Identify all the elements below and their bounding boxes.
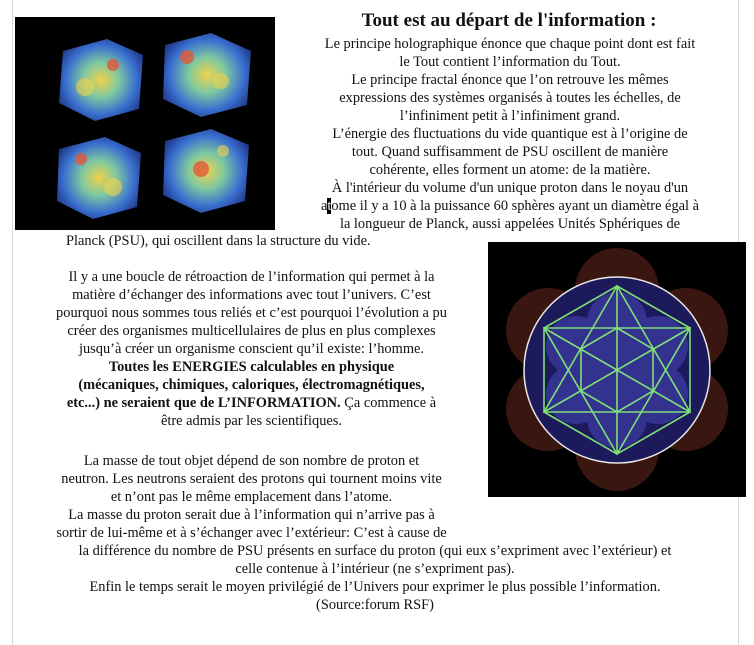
energy-bold-line: (mécaniques, chimiques, caloriques, électromagnétiques, bbox=[78, 377, 425, 393]
feedback-paragraph bbox=[14, 268, 489, 430]
intro-line: il y a 10 à la puissance 60 sphères ayant un diamètre égal à bbox=[359, 198, 700, 214]
text-selection[interactable]: t bbox=[327, 198, 332, 214]
planck-text: Planck (PSU), qui oscillent dans la structure du vide. bbox=[66, 233, 371, 249]
feedback-line: créer des organismes multicellulaires de plus en plus complexes bbox=[67, 323, 436, 339]
sacred-geometry-image bbox=[488, 242, 746, 497]
source-citation: (Source:forum RSF) bbox=[316, 597, 434, 613]
energy-line-mixed bbox=[14, 394, 489, 412]
masse-line: La masse de tout objet dépend de son nombre de proton et bbox=[83, 453, 420, 469]
cube-4 bbox=[163, 129, 249, 213]
masse-line: et n’ont pas le même emplacement dans l’atome. bbox=[110, 489, 393, 505]
intro-line-atome bbox=[274, 197, 746, 215]
masse-paragraph bbox=[14, 452, 489, 542]
quantum-cubes-illustration bbox=[15, 17, 275, 230]
cube-1 bbox=[59, 39, 143, 121]
final-line: la différence du nombre de PSU présents en surface du proton (qui eux s’expriment avec l’extérieur) et bbox=[78, 543, 672, 559]
final-line: celle contenue à l’intérieur (ne s’expriment pas). bbox=[235, 561, 515, 577]
masse-line: neutron. Les neutrons seraient des protons qui tournent moins vite bbox=[61, 471, 442, 487]
atome-suffix: ome bbox=[331, 198, 357, 214]
energy-bold-end: etc...) ne seraient que de L’INFORMATION. bbox=[66, 395, 341, 411]
intro-line: cohérente, elles forment un atome: de la matière. bbox=[369, 162, 651, 178]
feedback-line: pourquoi nous sommes tous reliés et c’est pourquoi l’évolution a pu bbox=[56, 305, 447, 321]
masse-line: La masse du proton serait due à l’information qui n’arrive pas à bbox=[68, 507, 435, 523]
document-page bbox=[12, 6, 738, 639]
atome-prefix: a bbox=[320, 198, 328, 214]
intro-line: l’infiniment petit à l’infiniment grand. bbox=[399, 108, 621, 124]
planck-line bbox=[66, 232, 371, 250]
flower-geometry-illustration bbox=[488, 242, 746, 497]
feedback-line: jusqu’à créer un organisme conscient qu’il existe: l’homme. bbox=[78, 341, 424, 357]
title-text: Tout est au départ de l'information : bbox=[361, 10, 657, 31]
intro-line: la longueur de Planck, aussi appelées Unités Sphériques de bbox=[339, 216, 681, 232]
energy-normal-end: Ça commence à bbox=[340, 395, 437, 411]
intro-line: Le principe holographique énonce que chaque point dont est fait bbox=[324, 36, 696, 52]
intro-line: Le principe fractal énonce que l’on retrouve les mêmes bbox=[351, 72, 669, 88]
intro-line: le Tout contient l’information du Tout. bbox=[399, 54, 621, 70]
energy-bold-line: Toutes les ENERGIES calculables en physique bbox=[108, 359, 395, 375]
final-paragraph bbox=[12, 542, 738, 614]
intro-line: expressions des systèmes organisés à toutes les échelles, de bbox=[339, 90, 681, 106]
quantum-cubes-image bbox=[15, 17, 275, 230]
cube-2 bbox=[163, 33, 251, 117]
document-title bbox=[274, 9, 744, 33]
masse-line: sortir de lui-même et à s’échanger avec l’extérieur: C’est à cause de bbox=[56, 525, 447, 541]
admis-line: être admis par les scientifiques. bbox=[160, 413, 343, 429]
feedback-line: matière d’échanger des informations avec tout l’univers. C’est bbox=[72, 287, 431, 303]
intro-line: L’énergie des fluctuations du vide quantique est à l’origine de bbox=[332, 126, 688, 142]
final-line: Enfin le temps serait le moyen privilégié de l’Univers pour exprimer le plus possible l’information. bbox=[89, 579, 661, 595]
feedback-line: Il y a une boucle de rétroaction de l’information qui permet à la bbox=[68, 269, 435, 285]
intro-line: tout. Quand suffisamment de PSU oscillent de manière bbox=[351, 144, 669, 160]
cube-3 bbox=[57, 137, 141, 219]
intro-line: À l'intérieur du volume d'un unique proton dans le noyau d'un bbox=[331, 180, 689, 196]
intro-paragraph bbox=[274, 35, 746, 233]
